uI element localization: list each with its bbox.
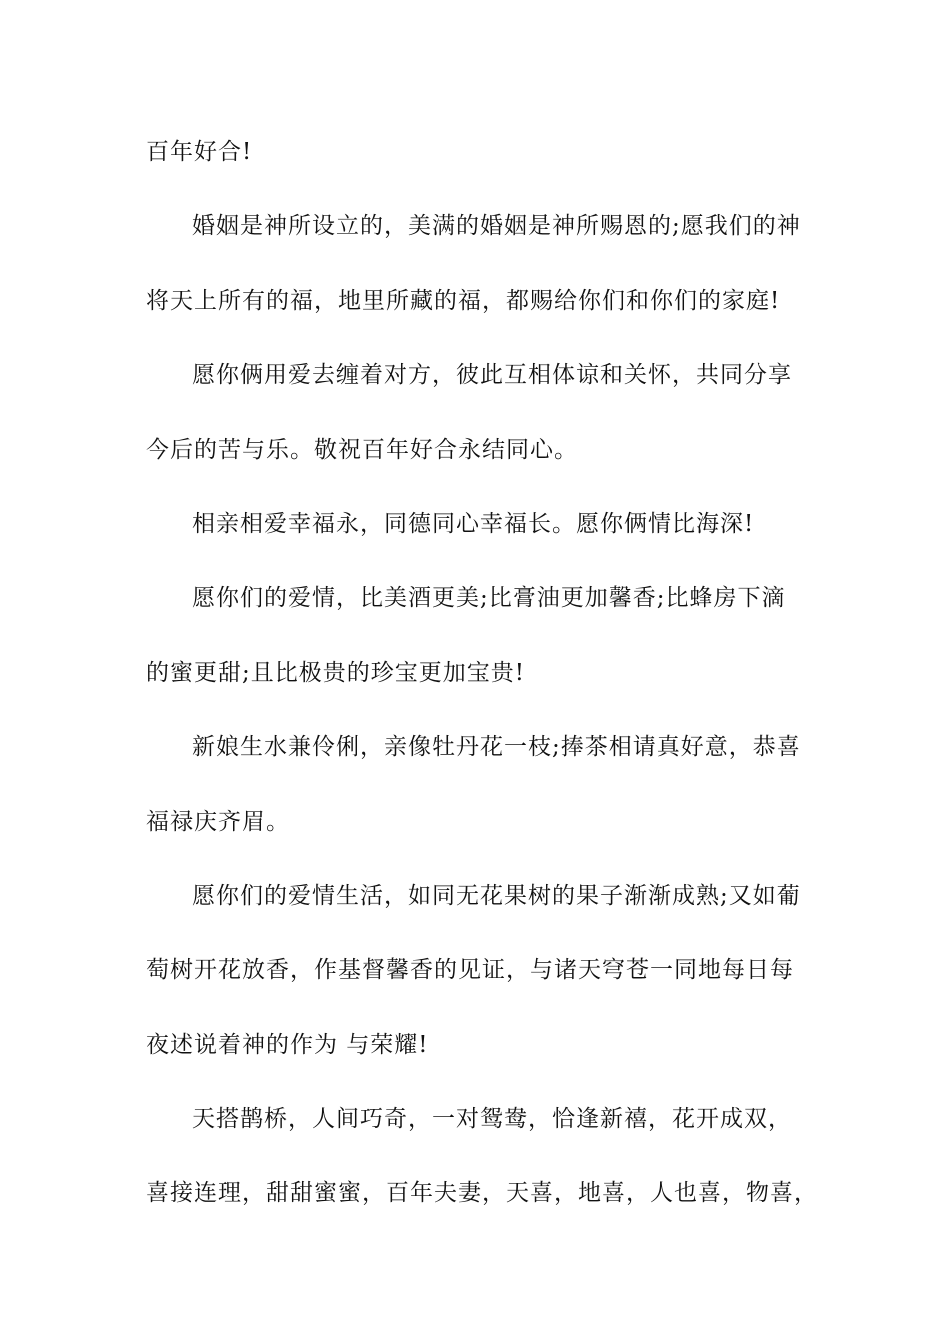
text-line-7: 愿你们的爱情，比美酒更美;比膏油更加馨香;比蜂房下滴 — [192, 585, 786, 612]
text-line-8: 的蜜更甜;且比极贵的珍宝更加宝贵! — [146, 659, 525, 686]
text-line-15: 喜接连理，甜甜蜜蜜，百年夫妻，天喜，地喜，人也喜，物喜， — [146, 1180, 818, 1207]
document-body — [146, 134, 836, 1250]
text-line-3: 将天上所有的福，地里所藏的福，都赐给你们和你们的家庭! — [146, 287, 781, 314]
text-line-9: 新娘生水兼伶俐，亲像牡丹花一枝;捧茶相请真好意，恭喜 — [192, 734, 801, 761]
text-line-10: 福禄庆齐眉。 — [146, 808, 290, 835]
text-line-12: 萄树开花放香，作基督馨香的见证，与诸天穹苍一同地每日每 — [146, 957, 794, 984]
text-line-1: 百年好合! — [146, 139, 253, 165]
text-line-4: 愿你俩用爱去缠着对方，彼此互相体谅和关怀，共同分享 — [192, 362, 792, 389]
text-line-11: 愿你们的爱情生活，如同无花果树的果子渐渐成熟;又如葡 — [192, 882, 801, 909]
text-line-13: 夜述说着神的作为 与荣耀! — [146, 1031, 429, 1058]
text-line-2: 婚姻是神所设立的，美满的婚姻是神所赐恩的;愿我们的神 — [192, 213, 801, 240]
text-line-14: 天搭鹊桥，人间巧奇，一对鸳鸯，恰逢新禧，花开成双， — [192, 1106, 792, 1133]
text-line-5: 今后的苦与乐。敬祝百年好合永结同心。 — [146, 436, 578, 463]
text-line-6: 相亲相爱幸福永，同德同心幸福长。愿你俩情比海深! — [192, 510, 755, 537]
